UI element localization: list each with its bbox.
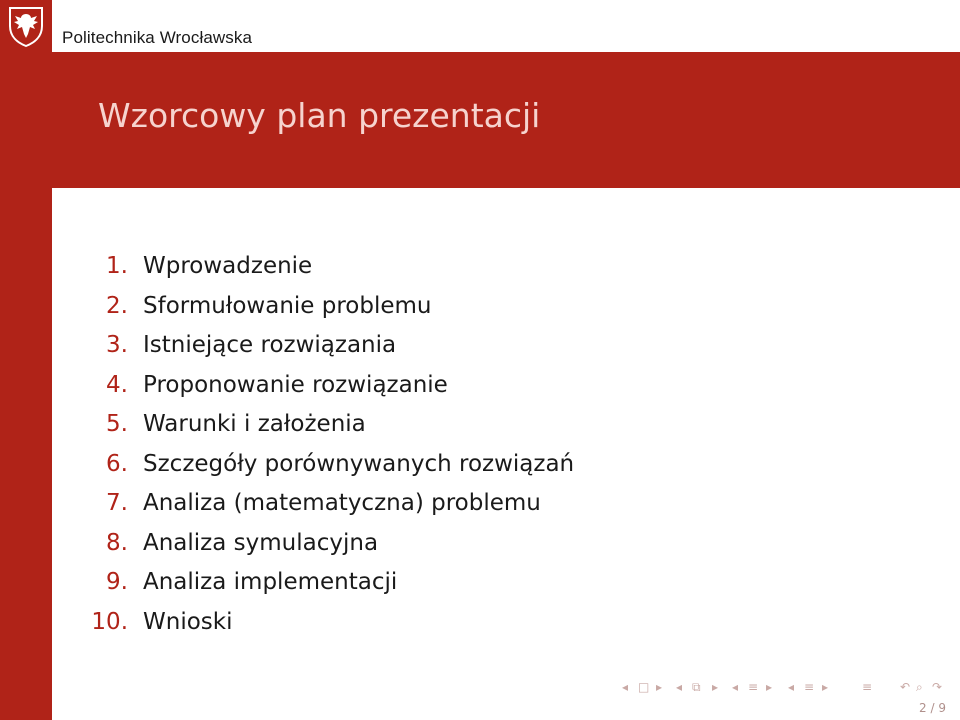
list-item (88, 524, 574, 564)
item-number: 5. (106, 411, 128, 437)
nav-search-icon[interactable]: ⌕ (916, 680, 923, 694)
list-item (88, 247, 574, 287)
item-text: Proponowanie rozwiązanie (143, 371, 448, 398)
item-text: Wprowadzenie (143, 253, 313, 279)
list-item (88, 445, 574, 485)
title-band (52, 52, 960, 188)
item-text: Istniejące rozwiązania (143, 332, 397, 358)
nav-forward-icon[interactable]: ↷ (932, 680, 943, 694)
nav-document-icon[interactable]: ≡ (862, 680, 873, 694)
nav-next-frame-icon[interactable]: ▸ (712, 680, 719, 694)
nav-next-subsection-icon[interactable]: ▸ (766, 680, 773, 694)
item-text: Analiza implementacji (143, 569, 398, 595)
nav-subsection-icon[interactable]: ≡ (748, 680, 759, 694)
item-text: Sformułowanie problemu (143, 292, 432, 319)
item-number: 1. (106, 253, 128, 279)
nav-next-slide-icon[interactable]: ▸ (656, 680, 663, 694)
item-number: 3. (106, 332, 128, 358)
list-item (88, 366, 574, 406)
nav-back-icon[interactable]: ↶ (900, 680, 911, 694)
list-item (88, 405, 574, 445)
item-text: Analiza symulacyjna (143, 529, 379, 556)
beamer-navigation (618, 680, 954, 700)
list-item (88, 484, 574, 524)
nav-prev-subsection-icon[interactable]: ◂ (732, 680, 739, 694)
item-number: 8. (106, 529, 128, 556)
nav-section-icon[interactable]: ≡ (804, 680, 815, 694)
list-item (88, 287, 574, 327)
list-item (88, 563, 574, 603)
item-number: 6. (106, 450, 128, 477)
nav-next-section-icon[interactable]: ▸ (822, 680, 829, 694)
item-number: 10. (91, 608, 128, 635)
item-number: 7. (106, 490, 128, 516)
item-text: Wnioski (143, 608, 233, 635)
nav-frame-icon[interactable]: ⧉ (692, 680, 701, 694)
item-number: 9. (106, 569, 128, 595)
item-number: 4. (106, 371, 128, 398)
item-text: Analiza (matematyczna) problemu (143, 490, 541, 516)
item-number: 2. (106, 292, 128, 319)
logo (0, 0, 52, 52)
agenda-list (88, 247, 574, 642)
nav-prev-frame-icon[interactable]: ◂ (676, 680, 683, 694)
left-brand-strip (0, 52, 52, 720)
nav-prev-slide-icon[interactable]: ◂ (622, 680, 629, 694)
item-text: Szczegóły porównywanych rozwiązań (143, 450, 575, 477)
list-item (88, 326, 574, 366)
nav-slide-icon[interactable]: □ (638, 680, 650, 694)
eagle-crest-icon (6, 4, 46, 48)
item-text: Warunki i założenia (143, 411, 366, 437)
page-counter: 2 / 9 (919, 701, 946, 715)
list-item (88, 603, 574, 643)
university-name: Politechnika Wrocławska (62, 28, 253, 47)
slide-title: Wzorcowy plan prezentacji (98, 96, 541, 136)
header-bar (0, 0, 960, 52)
nav-prev-section-icon[interactable]: ◂ (788, 680, 795, 694)
